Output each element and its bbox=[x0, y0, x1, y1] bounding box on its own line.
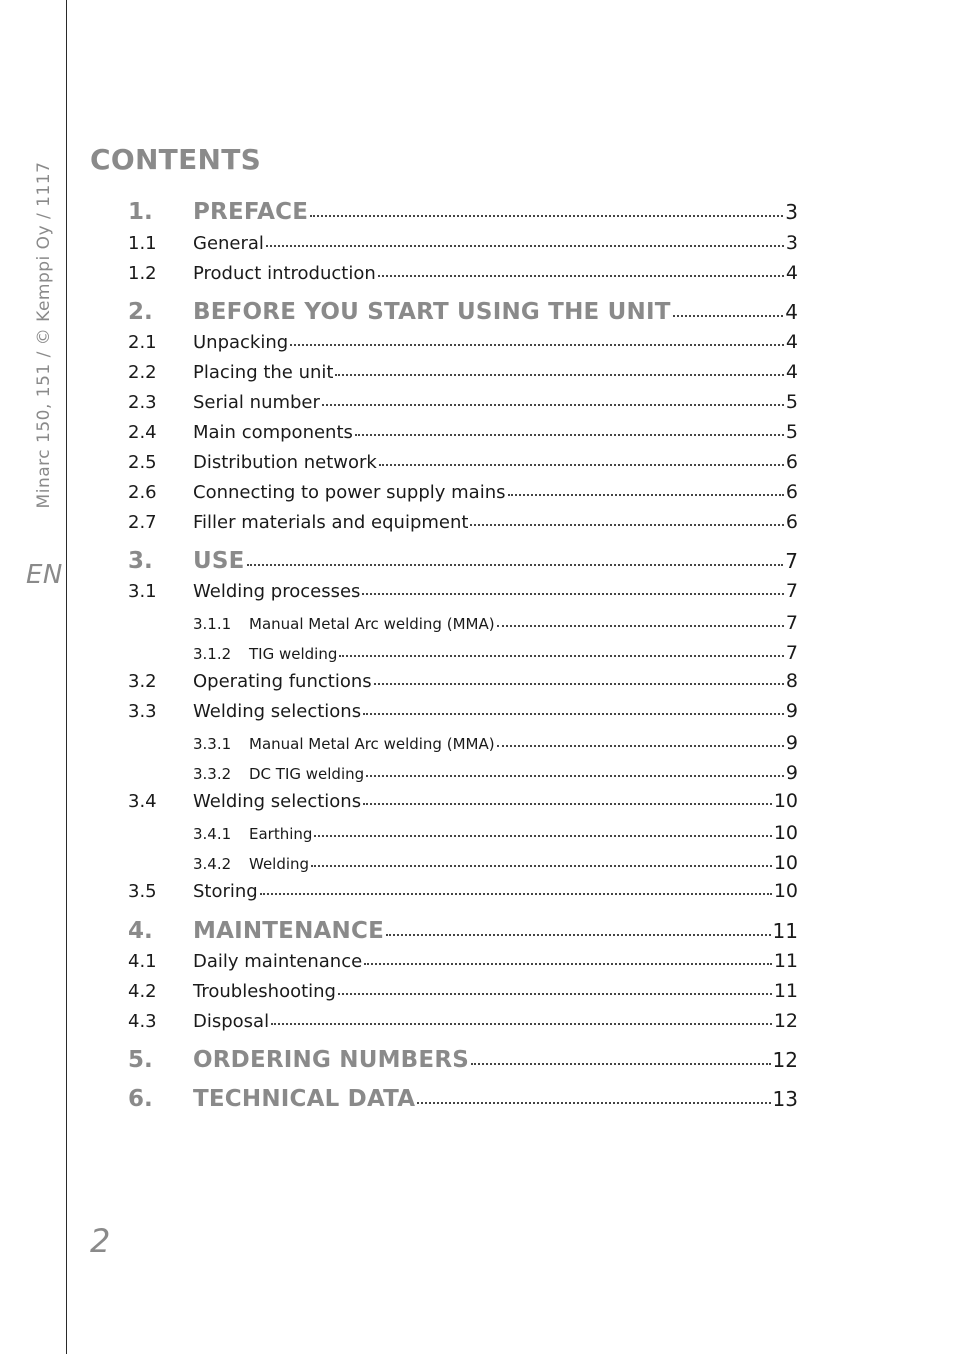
toc-entry-label: Welding selections bbox=[193, 701, 362, 722]
toc-entry-page: 10 bbox=[773, 880, 798, 902]
dot-leader bbox=[290, 344, 784, 346]
toc-entry-number: 3.1.1 bbox=[193, 615, 232, 633]
toc-entry[interactable] bbox=[128, 790, 798, 820]
dot-leader bbox=[363, 803, 772, 805]
dot-leader bbox=[322, 404, 784, 406]
toc-entry-page: 7 bbox=[785, 642, 798, 664]
toc-entry-label: Product introduction bbox=[193, 263, 376, 284]
document-reference: Minarc 150, 151 / © Kemppi Oy / 1117 bbox=[34, 161, 54, 509]
toc-entry[interactable] bbox=[128, 1010, 798, 1040]
toc-entry-label: Filler materials and equipment bbox=[193, 512, 469, 533]
dot-leader bbox=[470, 524, 783, 526]
toc-entry-label: Serial number bbox=[193, 392, 320, 413]
toc-entry-page: 13 bbox=[772, 1087, 798, 1111]
toc-entry-page: 6 bbox=[785, 481, 798, 503]
toc-entry-number: 3.4.2 bbox=[193, 855, 232, 873]
toc-entry-page: 9 bbox=[785, 732, 798, 754]
toc-entry-page: 12 bbox=[773, 1010, 798, 1032]
toc-entry-number: 3.2 bbox=[128, 671, 157, 692]
toc-entry-label: BEFORE YOU START USING THE UNIT bbox=[193, 299, 671, 325]
toc-entry[interactable] bbox=[193, 642, 798, 672]
toc-entry-number: 1. bbox=[128, 199, 153, 225]
dot-leader bbox=[260, 893, 772, 895]
toc-entry-label: DC TIG welding bbox=[249, 765, 365, 783]
toc-entry-number: 2.7 bbox=[128, 512, 157, 533]
toc-entry-label: USE bbox=[193, 548, 245, 574]
toc-entry-page: 6 bbox=[785, 511, 798, 533]
toc-entry-label: Welding bbox=[249, 855, 310, 873]
dot-leader bbox=[364, 963, 772, 965]
toc-entry-number: 2.3 bbox=[128, 392, 157, 413]
dot-leader bbox=[378, 275, 784, 277]
toc-entry-page: 4 bbox=[785, 331, 798, 353]
toc-entry-label: Placing the unit bbox=[193, 362, 334, 383]
toc-entry[interactable] bbox=[128, 199, 798, 229]
toc-entry[interactable] bbox=[128, 880, 798, 910]
toc-entry-page: 4 bbox=[785, 361, 798, 383]
dot-leader bbox=[335, 374, 783, 376]
toc-entry[interactable] bbox=[128, 331, 798, 361]
toc-entry-page: 11 bbox=[773, 950, 798, 972]
toc-entry-page: 10 bbox=[773, 852, 798, 874]
toc-entry[interactable] bbox=[128, 481, 798, 511]
toc-entry-page: 4 bbox=[785, 262, 798, 284]
dot-leader bbox=[314, 835, 771, 837]
page-number: 2 bbox=[90, 1222, 111, 1260]
toc-entry[interactable] bbox=[128, 950, 798, 980]
toc-entry-number: 4.1 bbox=[128, 951, 157, 972]
toc-entry-page: 11 bbox=[772, 919, 798, 943]
toc-entry-number: 6. bbox=[128, 1086, 153, 1112]
toc-entry-page: 9 bbox=[785, 762, 798, 784]
toc-entry-page: 8 bbox=[785, 670, 798, 692]
toc-entry-number: 2.5 bbox=[128, 452, 157, 473]
toc-entry[interactable] bbox=[128, 391, 798, 421]
toc-entry-page: 3 bbox=[785, 232, 798, 254]
toc-entry-page: 10 bbox=[773, 822, 798, 844]
dot-leader bbox=[362, 593, 783, 595]
toc-entry-number: 3.4.1 bbox=[193, 825, 232, 843]
toc-entry[interactable] bbox=[193, 732, 798, 762]
toc-entry-page: 5 bbox=[785, 391, 798, 413]
toc-entry-page: 11 bbox=[773, 980, 798, 1002]
dot-leader bbox=[471, 1063, 771, 1065]
toc-entry-label: TECHNICAL DATA bbox=[193, 1086, 416, 1112]
toc-entry-number: 2.2 bbox=[128, 362, 157, 383]
toc-entry-page: 7 bbox=[785, 580, 798, 602]
toc-entry-page: 10 bbox=[773, 790, 798, 812]
toc-entry[interactable] bbox=[193, 612, 798, 642]
dot-leader bbox=[310, 215, 783, 217]
toc-entry-label: Unpacking bbox=[193, 332, 289, 353]
dot-leader bbox=[508, 494, 784, 496]
toc-entry-number: 3.3.1 bbox=[193, 735, 232, 753]
toc-entry-label: Disposal bbox=[193, 1011, 270, 1032]
toc-entry-number: 3.3 bbox=[128, 701, 157, 722]
margin-rule bbox=[66, 0, 67, 1354]
toc-entry[interactable] bbox=[128, 232, 798, 262]
toc-entry-label: Main components bbox=[193, 422, 353, 443]
toc-entry-label: Troubleshooting bbox=[193, 981, 336, 1002]
toc-entry-number: 2. bbox=[128, 299, 153, 325]
toc-entry-number: 3.1.2 bbox=[193, 645, 232, 663]
toc-entry[interactable] bbox=[128, 1047, 798, 1077]
toc-entry-label: ORDERING NUMBERS bbox=[193, 1047, 469, 1073]
toc-entry-number: 3.1 bbox=[128, 581, 157, 602]
toc-entry-label: Operating functions bbox=[193, 671, 372, 692]
dot-leader bbox=[366, 775, 784, 777]
dot-leader bbox=[497, 625, 784, 627]
toc-entry-label: Manual Metal Arc welding (MMA) bbox=[249, 735, 495, 753]
toc-entry[interactable] bbox=[128, 548, 798, 578]
toc-entry-page: 7 bbox=[785, 612, 798, 634]
toc-entry-page: 4 bbox=[785, 300, 798, 324]
toc-entry-label: Manual Metal Arc welding (MMA) bbox=[249, 615, 495, 633]
toc-entry-number: 2.4 bbox=[128, 422, 157, 443]
toc-entry[interactable] bbox=[128, 700, 798, 730]
dot-leader bbox=[386, 934, 771, 936]
toc-entry[interactable] bbox=[128, 451, 798, 481]
toc-entry-label: General bbox=[193, 233, 264, 254]
dot-leader bbox=[266, 245, 784, 247]
toc-entry-page: 3 bbox=[785, 200, 798, 224]
toc-entry-number: 5. bbox=[128, 1047, 153, 1073]
toc-entry-label: Welding processes bbox=[193, 581, 361, 602]
toc-entry[interactable] bbox=[128, 980, 798, 1010]
toc-entry-number: 4.2 bbox=[128, 981, 157, 1002]
toc-entry-number: 3. bbox=[128, 548, 153, 574]
toc-entry[interactable] bbox=[193, 822, 798, 852]
dot-leader bbox=[417, 1102, 770, 1104]
dot-leader bbox=[379, 464, 784, 466]
dot-leader bbox=[363, 713, 784, 715]
dot-leader bbox=[247, 564, 784, 566]
dot-leader bbox=[339, 655, 784, 657]
toc-entry-page: 12 bbox=[772, 1048, 798, 1072]
toc-entry[interactable] bbox=[128, 580, 798, 610]
toc-entry-label: Connecting to power supply mains bbox=[193, 482, 506, 503]
toc-entry-number: 3.3.2 bbox=[193, 765, 232, 783]
toc-entry-label: Distribution network bbox=[193, 452, 377, 473]
toc-entry[interactable] bbox=[193, 762, 798, 792]
toc-entry-page: 9 bbox=[785, 700, 798, 722]
toc-entry-number: 4.3 bbox=[128, 1011, 157, 1032]
toc-entry-label: Storing bbox=[193, 881, 258, 902]
toc-entry[interactable] bbox=[128, 421, 798, 451]
toc-entry[interactable] bbox=[193, 852, 798, 882]
toc-entry-number: 3.4 bbox=[128, 791, 157, 812]
dot-leader bbox=[355, 434, 784, 436]
toc-entry-label: Earthing bbox=[249, 825, 313, 843]
contents-title: CONTENTS bbox=[90, 143, 262, 176]
toc-entry-page: 7 bbox=[785, 549, 798, 573]
toc-entry-label: MAINTENANCE bbox=[193, 918, 384, 944]
dot-leader bbox=[271, 1023, 772, 1025]
toc-entry-page: 5 bbox=[785, 421, 798, 443]
toc-entry-number: 2.1 bbox=[128, 332, 157, 353]
toc-entry[interactable] bbox=[128, 670, 798, 700]
toc-entry[interactable] bbox=[128, 1086, 798, 1116]
toc-entry[interactable] bbox=[128, 511, 798, 541]
toc-entry-label: Welding selections bbox=[193, 791, 362, 812]
dot-leader bbox=[311, 865, 772, 867]
dot-leader bbox=[673, 315, 784, 317]
toc-entry-label: Daily maintenance bbox=[193, 951, 363, 972]
dot-leader bbox=[497, 745, 784, 747]
toc-entry-number: 4. bbox=[128, 918, 153, 944]
toc-entry-number: 3.5 bbox=[128, 881, 157, 902]
toc-entry[interactable] bbox=[128, 262, 798, 292]
language-tag: EN bbox=[26, 560, 63, 590]
toc-entry[interactable] bbox=[128, 918, 798, 948]
dot-leader bbox=[374, 683, 784, 685]
toc-entry-label: TIG welding bbox=[249, 645, 338, 663]
toc-entry-number: 2.6 bbox=[128, 482, 157, 503]
toc-entry-page: 6 bbox=[785, 451, 798, 473]
toc-entry-number: 1.1 bbox=[128, 233, 157, 254]
toc-entry-label: PREFACE bbox=[193, 199, 309, 225]
toc-entry[interactable] bbox=[128, 361, 798, 391]
dot-leader bbox=[338, 993, 772, 995]
toc-entry-number: 1.2 bbox=[128, 263, 157, 284]
toc-entry[interactable] bbox=[128, 299, 798, 329]
